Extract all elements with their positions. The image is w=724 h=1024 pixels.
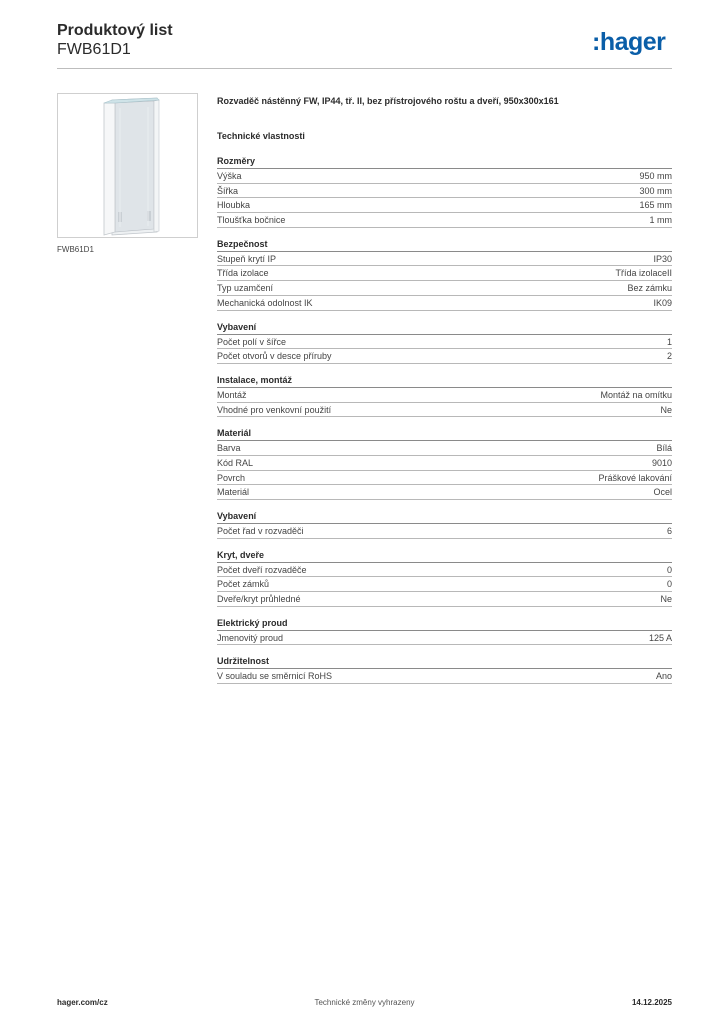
group-title: Vybavení: [217, 321, 672, 335]
property-label: Výška: [217, 171, 242, 181]
property-value: Bílá: [656, 443, 672, 454]
property-value: Bez zámku: [627, 283, 672, 294]
property-value: 6: [666, 526, 672, 536]
property-row: [217, 577, 672, 592]
property-row: [217, 456, 672, 471]
group-title: Elektrický proud: [217, 617, 672, 631]
property-label: Počet polí v šířce: [217, 336, 287, 347]
property-row: [217, 388, 672, 403]
property-row: [217, 296, 672, 311]
property-value: Ocel: [653, 487, 672, 498]
property-label: Typ uzamčení: [217, 283, 274, 294]
product-image: [57, 93, 198, 238]
property-row: [217, 403, 672, 418]
property-value: 1: [666, 336, 672, 347]
property-row: [217, 169, 672, 184]
property-label: Stupeň krytí IP: [217, 253, 277, 264]
property-value: 950 mm: [639, 171, 672, 181]
group-title: Udržitelnost: [217, 655, 672, 669]
property-value: 300 mm: [639, 185, 672, 196]
property-label: Mechanická odolnost IK: [217, 297, 313, 308]
property-label: Barva: [217, 443, 241, 454]
property-value: IK09: [653, 297, 672, 308]
property-row: [217, 213, 672, 228]
property-group: [217, 655, 672, 684]
page-title: Produktový list: [57, 22, 173, 39]
property-group: [217, 321, 672, 364]
property-label: Třída izolace: [217, 268, 269, 279]
property-value: Ne: [660, 404, 672, 415]
footer-note: Technické změny vyhrazeny: [314, 998, 415, 1007]
property-value: IP30: [653, 253, 672, 264]
property-group: [217, 374, 672, 417]
group-title: Rozměry: [217, 155, 672, 169]
property-value: Práškové lakování: [598, 472, 672, 483]
property-group: [217, 510, 672, 539]
property-label: Montáž: [217, 389, 247, 400]
property-value: Třída izolaceII: [615, 268, 672, 279]
property-label: V souladu se směrnicí RoHS: [217, 671, 333, 682]
group-title: Materiál: [217, 427, 672, 441]
property-row: [217, 441, 672, 456]
group-title: Kryt, dveře: [217, 549, 672, 563]
property-row: [217, 198, 672, 213]
property-value: Ne: [660, 594, 672, 605]
property-row: [217, 471, 672, 486]
footer-website[interactable]: hager.com/cz: [57, 998, 108, 1007]
enclosure-image: [58, 94, 197, 237]
group-title: Instalace, montáž: [217, 374, 672, 388]
property-label: Hloubka: [217, 200, 251, 211]
header-divider: [57, 68, 672, 69]
property-row: [217, 669, 672, 684]
property-value: 0: [666, 579, 672, 590]
property-row: [217, 592, 672, 607]
property-row: [217, 252, 672, 267]
group-title: Vybavení: [217, 510, 672, 524]
property-value: Ano: [655, 671, 672, 682]
product-description: Rozvaděč nástěnný FW, IP44, tř. II, bez přístrojového roštu a dveří, 950x300x161: [217, 96, 559, 106]
product-details: [217, 96, 672, 694]
property-label: Povrch: [217, 472, 246, 483]
property-group: [217, 427, 672, 500]
property-row: [217, 631, 672, 646]
property-group: [217, 155, 672, 228]
property-group: [217, 617, 672, 646]
property-group: [217, 238, 672, 311]
product-code: FWB61D1: [57, 41, 131, 58]
property-row: [217, 563, 672, 578]
property-row: [217, 485, 672, 500]
property-row: [217, 266, 672, 281]
page-header: [57, 22, 173, 59]
property-value: Montáž na omítku: [600, 389, 672, 400]
footer-date: 14.12.2025: [631, 998, 672, 1007]
property-value: 9010: [651, 457, 672, 468]
group-title: Bezpečnost: [217, 238, 672, 252]
property-label: Vhodné pro venkovní použití: [217, 404, 332, 415]
property-row: [217, 281, 672, 296]
property-label: Počet otvorů v desce příruby: [217, 351, 332, 362]
property-row: [217, 184, 672, 199]
property-row: [217, 349, 672, 364]
property-label: Jmenovitý proud: [217, 632, 284, 643]
property-value: 1 mm: [649, 215, 672, 226]
property-value: 125 A: [648, 632, 672, 643]
hager-logo-text: :hager: [592, 28, 666, 56]
property-value: 0: [666, 564, 672, 575]
property-label: Dveře/kryt průhledné: [217, 594, 301, 605]
property-label: Počet zámků: [217, 579, 270, 590]
property-row: [217, 335, 672, 350]
tech-properties-title: Technické vlastnosti: [217, 131, 305, 141]
property-value: 165 mm: [639, 200, 672, 211]
property-label: Materiál: [217, 487, 250, 498]
property-groups: [217, 155, 672, 684]
property-label: Tloušťka bočnice: [217, 215, 286, 226]
property-label: Kód RAL: [217, 457, 254, 468]
property-group: [217, 549, 672, 607]
hager-logo: [592, 28, 676, 58]
image-caption: FWB61D1: [57, 245, 94, 254]
property-row: [217, 524, 672, 539]
property-label: Šířka: [217, 185, 239, 196]
property-label: Počet řad v rozvaděči: [217, 526, 304, 536]
property-label: Počet dveří rozvaděče: [217, 564, 307, 575]
property-value: 2: [666, 351, 672, 362]
